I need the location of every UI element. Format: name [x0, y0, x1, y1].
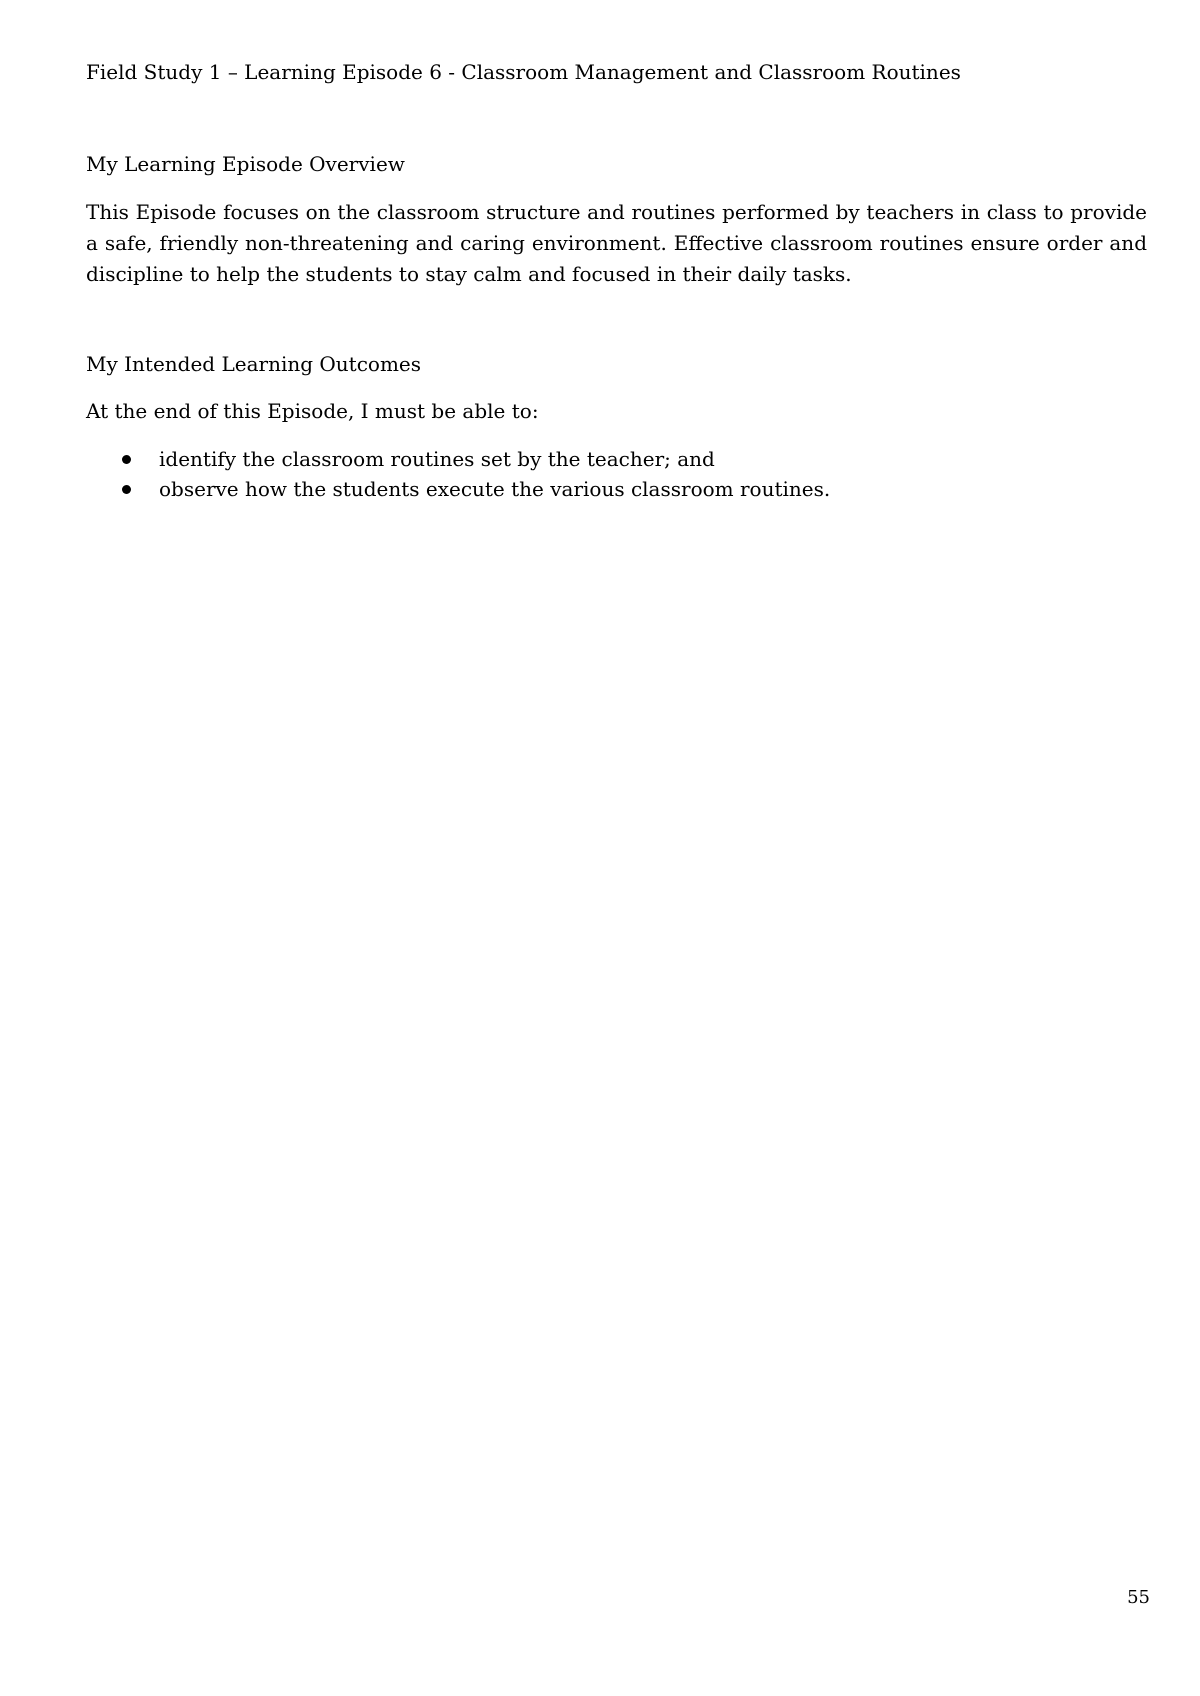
outcomes-list: [86, 444, 1146, 504]
document-title: Field Study 1 – Learning Episode 6 - Classroom Management and Classroom Routines: [86, 60, 961, 84]
overview-heading: My Learning Episode Overview: [86, 152, 405, 176]
list-item: [86, 474, 1146, 504]
bullet-icon: [122, 455, 131, 464]
outcomes-intro: At the end of this Episode, I must be able to:: [86, 399, 539, 423]
outcome-text: observe how the students execute the various classroom routines.: [159, 477, 831, 501]
outcome-text: identify the classroom routines set by the teacher; and: [159, 447, 715, 471]
outcomes-heading: My Intended Learning Outcomes: [86, 352, 422, 376]
list-item: [86, 444, 1146, 474]
bullet-icon: [122, 485, 131, 494]
overview-paragraph: This Episode focuses on the classroom structure and routines performed by teachers in class to provide a safe, friendly non-threatening and caring environment. Effective classroom routines ensure order and discipline to help the students to stay calm and focused in their daily tasks.: [86, 200, 1147, 286]
page-number: 55: [1127, 1587, 1150, 1608]
